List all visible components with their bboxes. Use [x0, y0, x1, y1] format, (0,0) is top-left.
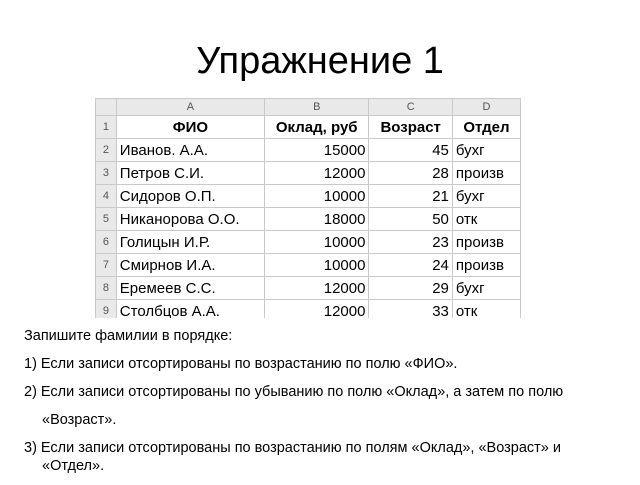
cell-salary[interactable]: 10000: [265, 231, 369, 254]
cell-header-age[interactable]: Возраст: [369, 116, 452, 139]
column-header-a[interactable]: A: [116, 99, 264, 116]
cell-age[interactable]: 28: [369, 162, 452, 185]
cell-fio[interactable]: Никанорова О.О.: [116, 208, 264, 231]
cell-fio[interactable]: Столбцов А.А.: [116, 300, 264, 319]
column-header-c[interactable]: C: [369, 99, 452, 116]
row-number[interactable]: 4: [96, 185, 117, 208]
cell-salary[interactable]: 15000: [265, 139, 369, 162]
table-row: [96, 254, 521, 277]
table-row: [96, 300, 521, 319]
task-item-3-text: 3) Если записи отсортированы по возрастанию по полям «Оклад», «Возраст» и: [24, 440, 561, 456]
cell-fio[interactable]: Еремеев С.С.: [116, 277, 264, 300]
cell-dept[interactable]: бухг: [452, 139, 520, 162]
corner-cell[interactable]: [96, 99, 117, 116]
task-item-3: [24, 439, 634, 475]
cell-fio[interactable]: Петров С.И.: [116, 162, 264, 185]
column-header-b[interactable]: B: [265, 99, 369, 116]
table-row: [96, 185, 521, 208]
cell-salary[interactable]: 12000: [265, 300, 369, 319]
header-row: [96, 116, 521, 139]
cell-dept[interactable]: произв: [452, 231, 520, 254]
row-number[interactable]: 3: [96, 162, 117, 185]
data-table: [95, 98, 521, 318]
cell-dept[interactable]: отк: [452, 208, 520, 231]
cell-dept[interactable]: бухг: [452, 277, 520, 300]
cell-salary[interactable]: 10000: [265, 254, 369, 277]
cell-salary[interactable]: 10000: [265, 185, 369, 208]
row-number[interactable]: 8: [96, 277, 117, 300]
task-item-3-continuation: «Отдел».: [42, 458, 105, 474]
cell-age[interactable]: 29: [369, 277, 452, 300]
cell-age[interactable]: 23: [369, 231, 452, 254]
row-number[interactable]: 7: [96, 254, 117, 277]
table-row: [96, 139, 521, 162]
row-number[interactable]: 1: [96, 116, 117, 139]
row-number[interactable]: 2: [96, 139, 117, 162]
slide-title: Упражнение 1: [196, 40, 444, 82]
cell-dept[interactable]: произв: [452, 254, 520, 277]
row-number[interactable]: 5: [96, 208, 117, 231]
task-item-2-text: 2) Если записи отсортированы по убыванию по полю «Оклад», а затем по полю: [24, 384, 564, 400]
task-intro: Запишите фамилии в порядке:: [24, 328, 233, 344]
column-header-row: [96, 99, 521, 116]
cell-salary[interactable]: 12000: [265, 162, 369, 185]
cell-age[interactable]: 45: [369, 139, 452, 162]
spreadsheet: [95, 98, 521, 318]
cell-age[interactable]: 50: [369, 208, 452, 231]
table-row: [96, 162, 521, 185]
cell-header-salary[interactable]: Оклад, руб: [265, 116, 369, 139]
cell-salary[interactable]: 12000: [265, 277, 369, 300]
cell-age[interactable]: 33: [369, 300, 452, 319]
cell-dept[interactable]: произв: [452, 162, 520, 185]
row-number[interactable]: 9: [96, 300, 117, 319]
row-number[interactable]: 6: [96, 231, 117, 254]
task-text: [24, 327, 634, 485]
cell-fio[interactable]: Сидоров О.П.: [116, 185, 264, 208]
cell-age[interactable]: 24: [369, 254, 452, 277]
table-row: [96, 231, 521, 254]
cell-fio[interactable]: Смирнов И.А.: [116, 254, 264, 277]
cell-salary[interactable]: 18000: [265, 208, 369, 231]
cell-dept[interactable]: отк: [452, 300, 520, 319]
table-row: [96, 208, 521, 231]
task-item-2-continuation: «Возраст».: [42, 412, 117, 428]
task-item-1-text: 1) Если записи отсортированы по возрастанию по полю «ФИО».: [24, 356, 458, 372]
cell-age[interactable]: 21: [369, 185, 452, 208]
table-row: [96, 277, 521, 300]
column-header-d[interactable]: D: [452, 99, 520, 116]
cell-dept[interactable]: бухг: [452, 185, 520, 208]
cell-header-dept[interactable]: Отдел: [452, 116, 520, 139]
task-item-2: [24, 383, 634, 429]
task-item-1: [24, 355, 634, 373]
cell-fio[interactable]: Голицын И.Р.: [116, 231, 264, 254]
cell-fio[interactable]: Иванов. А.А.: [116, 139, 264, 162]
cell-header-fio[interactable]: ФИО: [116, 116, 264, 139]
